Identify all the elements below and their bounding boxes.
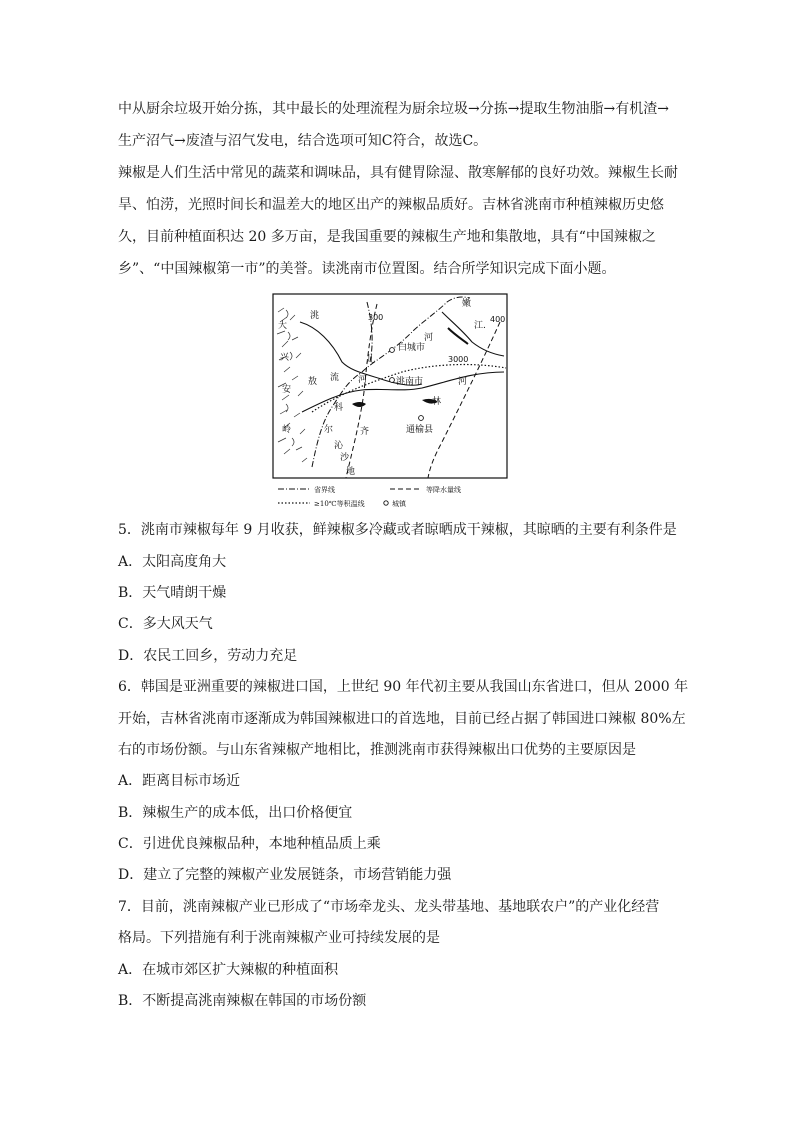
question-6-option-c: C．引进优良辣椒品种，本地种植品质上乘 <box>118 836 381 852</box>
label-di: 地 <box>346 467 356 477</box>
label-qing: 齐 <box>360 427 370 437</box>
label-he-3: 河 <box>458 377 468 387</box>
intro-line-2: 生产沼气→废渣与沼气发电，结合选项可知C符合，故选C。 <box>118 133 488 149</box>
question-5-option-b: B．天气晴朗干燥 <box>118 585 227 601</box>
question-6-stem-line-3: 右的市场份额。与山东省辣椒产地相比，推测洮南市获得辣椒出口优势的主要原因是 <box>118 742 636 758</box>
intro-line-1: 中从厨余垃圾开始分拣，其中最长的处理流程为厨余垃圾→分拣→提取生物油脂→有机渣→ <box>118 101 669 117</box>
legend-accum-temp: ≥10℃等积温线 <box>314 500 365 508</box>
map-legend <box>278 485 461 508</box>
question-6-stem-line-1: 6．韩国是亚洲重要的辣椒进口国，上世纪 90 年代初主要从我国山东省进口，但从 2000 年 <box>118 679 689 695</box>
question-6-option-d: D．建立了完整的辣椒产业发展链条，市场营销能力强 <box>118 867 452 883</box>
label-3000: 3000 <box>448 355 469 364</box>
question-5-stem: 5．洮南市辣椒每年 9 月收获，鲜辣椒多冷藏或者晾晒成干辣椒，其晾晒的主要有利条件是 <box>118 522 677 538</box>
label-nen: 嫩 <box>462 299 472 309</box>
legend-town-icon <box>384 501 388 505</box>
label-lin: 林 <box>432 397 442 407</box>
question-5-option-d: D．农民工回乡，劳动力充足 <box>118 648 298 664</box>
question-6-option-a: A．距离目标市场近 <box>118 773 241 789</box>
legend-provincial: 省界线 <box>314 486 335 494</box>
label-jiang: 江. <box>474 321 486 331</box>
label-shao: 敖 <box>308 377 318 387</box>
label-an: 安 <box>282 385 292 395</box>
passage-paragraph: 辣椒是人们生活中常见的蔬菜和调味品，具有健胃除湿、散寒解郁的良好功效。辣椒生长耐旱、怕涝，光照时间长和温差大的地区出产的辣椒品质好。吉林省洮南市种植辣椒历史悠久，目前种植面积达 20 多万亩，是我国重要的辣椒生产地和集散地，具有“中国辣椒之乡”、“中国辣椒第一市”的美誉。读洮南市位置图。结合所学知识完成下面小题。 <box>118 165 678 277</box>
question-6-stem-line-2: 开始，吉林省洮南市逐渐成为韩国辣椒进口的首选地，目前已经占据了韩国进口辣椒 80%左 <box>118 711 686 727</box>
label-er-2: 尔 <box>324 425 334 435</box>
question-7-stem-line-1: 7．目前，洮南辣椒产业已形成了“市场牵龙头、龙头带基地、基地联农户”的产业化经营 <box>118 899 660 915</box>
label-ling: 岭 <box>282 425 292 435</box>
label-tao: 洮 <box>310 311 320 321</box>
legend-isohyet: 等降水量线 <box>426 486 461 494</box>
label-qin: 沁 <box>334 441 344 451</box>
label-baicheng: 白城市 <box>398 343 426 353</box>
map-svg <box>272 292 512 512</box>
label-300: 300 <box>368 313 384 322</box>
town-baicheng <box>390 348 395 353</box>
label-he-1: 河 <box>424 333 434 343</box>
label-xing: 兴 <box>280 353 290 363</box>
question-7-stem-line-2: 格局。下列措施有利于洮南辣椒产业可持续发展的是 <box>118 930 440 946</box>
label-he-2: 河 <box>358 375 368 385</box>
label-taonan: 洮南市 <box>396 377 424 387</box>
label-400: 400 <box>490 315 506 324</box>
question-5-option-c: C．多大风天气 <box>118 616 213 632</box>
legend-town: 城镇 <box>392 500 406 508</box>
town-tongyu <box>419 416 424 421</box>
label-sha: 沙 <box>340 453 350 463</box>
label-liao: 流 <box>330 373 340 383</box>
town-taonan <box>390 378 395 383</box>
question-6-option-b: B．辣椒生产的成本低，出口价格便宜 <box>118 805 353 821</box>
label-ke: 科 <box>334 403 344 413</box>
question-7-option-a: A．在城市郊区扩大辣椒的种植面积 <box>118 962 339 978</box>
question-5-option-a: A．太阳高度角大 <box>118 554 227 570</box>
label-da: 大 <box>278 321 288 331</box>
taonan-location-map <box>272 292 512 512</box>
question-7-option-b: B．不断提高洮南辣椒在韩国的市场份额 <box>118 993 367 1009</box>
label-er: 儿 <box>366 355 376 365</box>
label-tongyu: 通榆县 <box>406 425 434 435</box>
